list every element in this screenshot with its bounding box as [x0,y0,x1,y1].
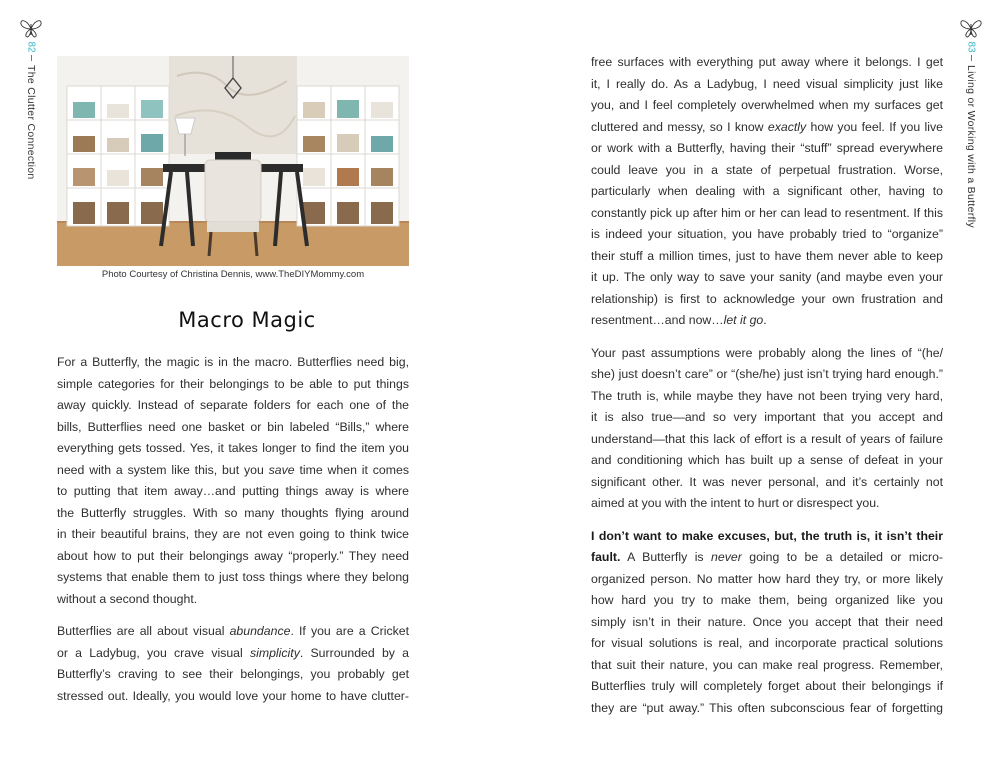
text-line [591,117,943,139]
text-line: for visual solutions is real, and incorporate practical solutions [591,636,943,650]
text-line: simple categories for their belongings to be able to put things [57,376,409,391]
butterfly-icon [19,18,43,40]
text-line: it is also true—and so very important that you accept and [591,410,943,424]
text-line: without a second thought. [57,591,198,606]
text-line [591,547,943,569]
text-line: The truth is, while maybe they have not been trying very hard, [591,388,943,403]
right-body-text [591,52,943,719]
left-running-head [19,18,43,180]
text-run: or a Ladybug, you crave visual [57,645,250,660]
emphasis: simplicity [249,645,300,660]
text-line: aimed at you with the intent to hurt or disrespect you. [591,496,880,510]
text-line: free surfaces with everything put away where it belongs. I get [591,55,943,69]
text-line: could leave you in a state of perpetual frustration. Worse, [591,162,943,177]
room-photo [57,56,409,266]
text-line: their stuff a million times, just to have them never able to keep [591,248,943,263]
text-run: A Butterfly is [620,550,712,564]
running-head-title: The Clutter Connection [25,65,37,180]
text-line: you, and I feel completely overwhelmed when my surfaces get [591,98,943,112]
butterfly-icon [959,18,983,40]
text-line [57,460,409,482]
text-line: understand—that this lack of effort is a result of years of failure [591,431,943,446]
text-line: For a Butterfly, the magic is in the macro. Butterflies need big, [57,355,409,369]
text-run: . [763,313,767,327]
text-line: everything gets tossed. Yes, it takes longer to find the item you [57,441,409,455]
text-line: how hard you try to make them, being organized like you [591,593,943,607]
text-line: systems that enable them to just toss things where they belong [57,570,409,584]
text-line: and conditioning which has built up a sense of defeat in your [591,453,943,467]
bold-text: fault. [591,550,621,564]
page-number: 83 [966,41,977,53]
section-heading: Macro Magic [178,308,316,332]
text-line: significant other. It was never personal, and it’s certainly not [591,474,943,489]
text-line: stressed out. Ideally, you would love your home to have clutter- [57,688,409,703]
emphasis: exactly [767,119,807,134]
text-line: relationship) is first to acknowledge your own frustration and [591,291,943,306]
photo-caption: Photo Courtesy of Christina Dennis, www.TheDIYMommy.com [101,269,365,280]
paragraph [591,526,943,720]
text-run: cluttered and messy, so I know [591,119,768,134]
running-head-title: Living or Working with a Butterfly [965,65,977,228]
text-line [57,621,409,643]
emphasis: let it go [723,313,764,327]
text-line: organized person. No matter how hard they try, or more likely [591,571,943,586]
page-number: 82 [26,41,37,53]
text-line [591,526,943,548]
text-run: need with a system like this, but you [57,462,269,477]
text-line: about how to put their belongings away “properly.” They need [57,548,409,563]
emphasis: save [268,462,295,477]
text-line: particularly when dealing with a significant other, having to [591,184,943,198]
paragraph [591,343,943,515]
text-line [57,643,409,665]
text-line: away quickly. Instead of separate folders for each one of the [57,398,409,412]
text-line: to putting that item away…and putting things away is where [57,484,409,498]
text-line: the Butterfly struggles. With so many thoughts flying around [57,505,409,520]
text-line: they are “put away.” This often subconscious fear of forgetting [591,700,943,715]
bold-text: I don’t want to make excuses, but, the truth is, it isn’t their [591,528,943,543]
text-line: Your past assumptions were probably along the lines of “(he/ [591,345,943,360]
left-body-text [57,352,409,707]
text-line: simply isn’t in their nature. Once you accept that their need [591,614,943,629]
text-line: is indeed your situation, you have probably tried to “organize” [591,227,943,241]
text-run: Butterflies are all about visual [57,624,230,638]
text-run: going to be a detailed or micro- [741,550,944,564]
text-line: constantly pick up after him or her can lead to resentment. If this [591,205,943,220]
paragraph [591,52,943,332]
text-run: time when it comes [294,462,409,477]
text-run: resentment…and now… [591,313,724,327]
text-run: . If you are a Cricket [290,624,410,638]
text-run: . Surrounded by a [299,645,409,660]
text-line: in their beautiful brains, they are not even going to think twice [57,527,409,541]
text-line: it, I really do. As a Ladybug, I need visual simplicity just like [591,76,943,91]
text-line: Butterflies truly will completely forget about their belongings if [591,679,943,693]
text-run: how you feel. If you live [806,119,943,134]
right-running-head [959,18,983,228]
paragraph [57,621,409,707]
emphasis: abundance [229,624,291,638]
paragraph [57,352,409,610]
right-page [500,0,1000,773]
text-line: or work with a Butterfly, having their “stuff” spread everywhere [591,141,943,155]
divider [31,55,32,61]
text-line: it up. The only way to save your sanity (and maybe even your [591,270,943,284]
emphasis: never [711,550,742,564]
divider [971,55,972,61]
text-line: bills, Butterflies need one basket or bin labeled “Bills,” where [57,419,409,434]
text-line: she) just doesn’t care” or “(she/he) just isn’t trying hard enough.” [591,367,943,381]
text-line: Butterfly’s craving to see their belongings, you probably get [57,667,409,681]
text-line: that suit their nature, you can make real progress. Remember, [591,657,943,672]
text-line [591,310,943,332]
